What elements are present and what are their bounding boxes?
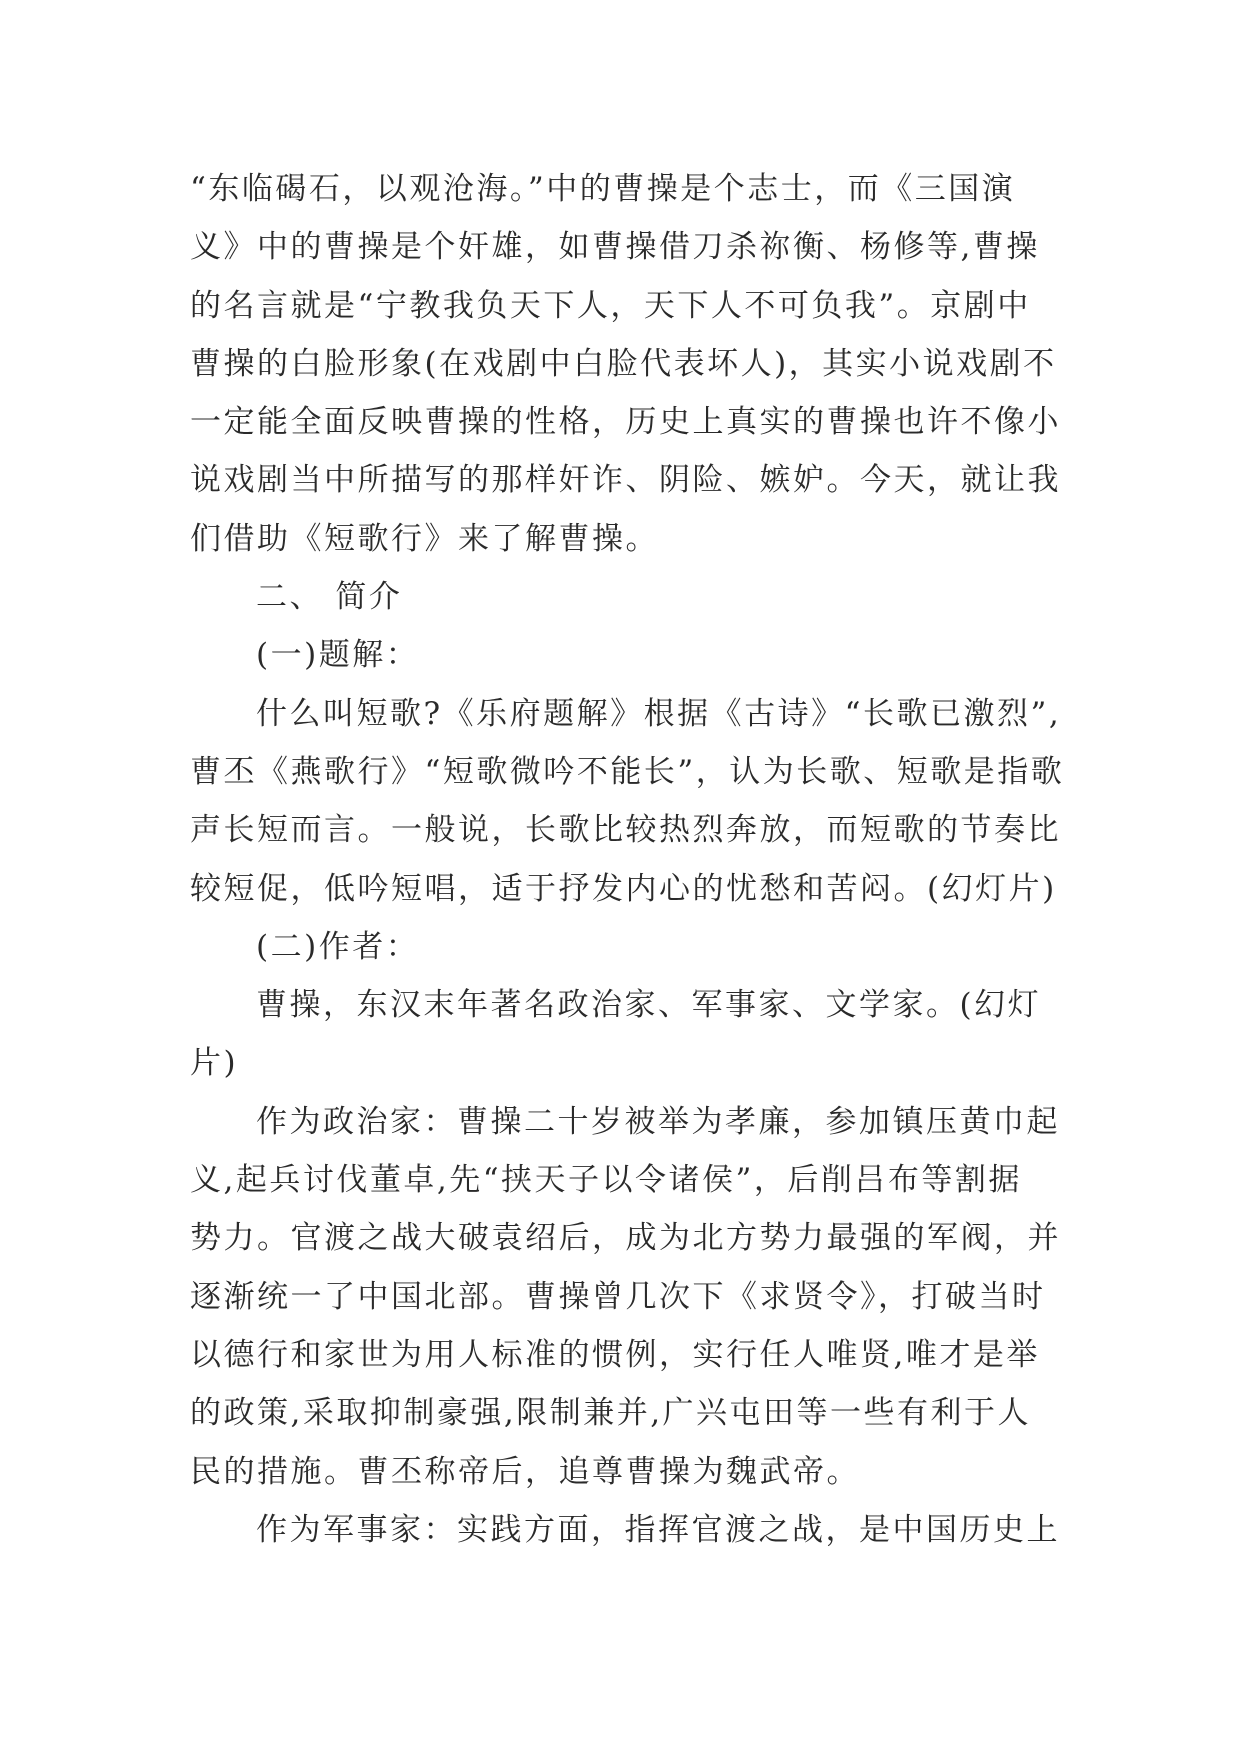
text-line: 声长短而言。一般说，长歌比较热烈奔放，而短歌的节奏比 xyxy=(190,812,1061,849)
document-body xyxy=(190,160,1070,1559)
text-line: 的名言就是“宁教我负天下人，天下人不可负我”。京剧中 xyxy=(190,287,1031,324)
text-line: 曹操，东汉末年著名政治家、军事家、文学家。(幻灯 xyxy=(256,987,1042,1024)
text-line: 二、 简介 xyxy=(256,579,403,616)
text-line: 什么叫短歌?《乐府题解》根据《古诗》“长歌已激烈”, xyxy=(256,695,1062,732)
text-line: 曹操的白脸形象(在戏剧中白脸代表坏人)，其实小说戏剧不 xyxy=(190,345,1057,382)
text-line: 的政策,采取抑制豪强,限制兼并,广兴屯田等一些有利于人 xyxy=(190,1395,1032,1432)
text-line: (一)题解： xyxy=(256,637,420,674)
text-line: 说戏剧当中所描写的那样奸诈、阴险、嫉妒。今天，就让我 xyxy=(190,462,1061,499)
text-line: 民的措施。曹丕称帝后，追尊曹操为魏武帝。 xyxy=(190,1453,860,1490)
text-line: 义,起兵讨伐董卓,先“挟天子以令诸侯”，后削吕布等割据 xyxy=(190,1162,1022,1199)
text-line: 作为军事家：实践方面，指挥官渡之战，是中国历史上 xyxy=(256,1511,1060,1548)
text-line: 势力。官渡之战大破袁绍后，成为北方势力最强的军阀，并 xyxy=(190,1220,1061,1257)
text-line: 们借助《短歌行》来了解曹操。 xyxy=(190,520,659,557)
text-line: “东临碣石，以观沧海。”中的曹操是个志士，而《三国演 xyxy=(190,171,1016,207)
text-line: (二)作者： xyxy=(256,928,420,965)
text-line: 以德行和家世为用人标准的惯例，实行任人唯贤,唯才是举 xyxy=(190,1336,1040,1373)
text-line: 曹丕《燕歌行》“短歌微吟不能长”，认为长歌、短歌是指歌 xyxy=(190,753,1065,790)
text-line: 一定能全面反映曹操的性格，历史上真实的曹操也许不像小 xyxy=(190,404,1061,441)
text-line: 义》中的曹操是个奸雄，如曹操借刀杀祢衡、杨修等,曹操 xyxy=(190,229,1040,266)
text-line: 作为政治家：曹操二十岁被举为孝廉，参加镇压黄巾起 xyxy=(256,1103,1060,1140)
text-line: 较短促，低吟短唱，适于抒发内心的忧愁和苦闷。(幻灯片) xyxy=(190,870,1057,907)
text-line: 片) xyxy=(190,1045,239,1082)
text-line: 逐渐统一了中国北部。曹操曾几次下《求贤令》，打破当时 xyxy=(190,1278,1046,1315)
